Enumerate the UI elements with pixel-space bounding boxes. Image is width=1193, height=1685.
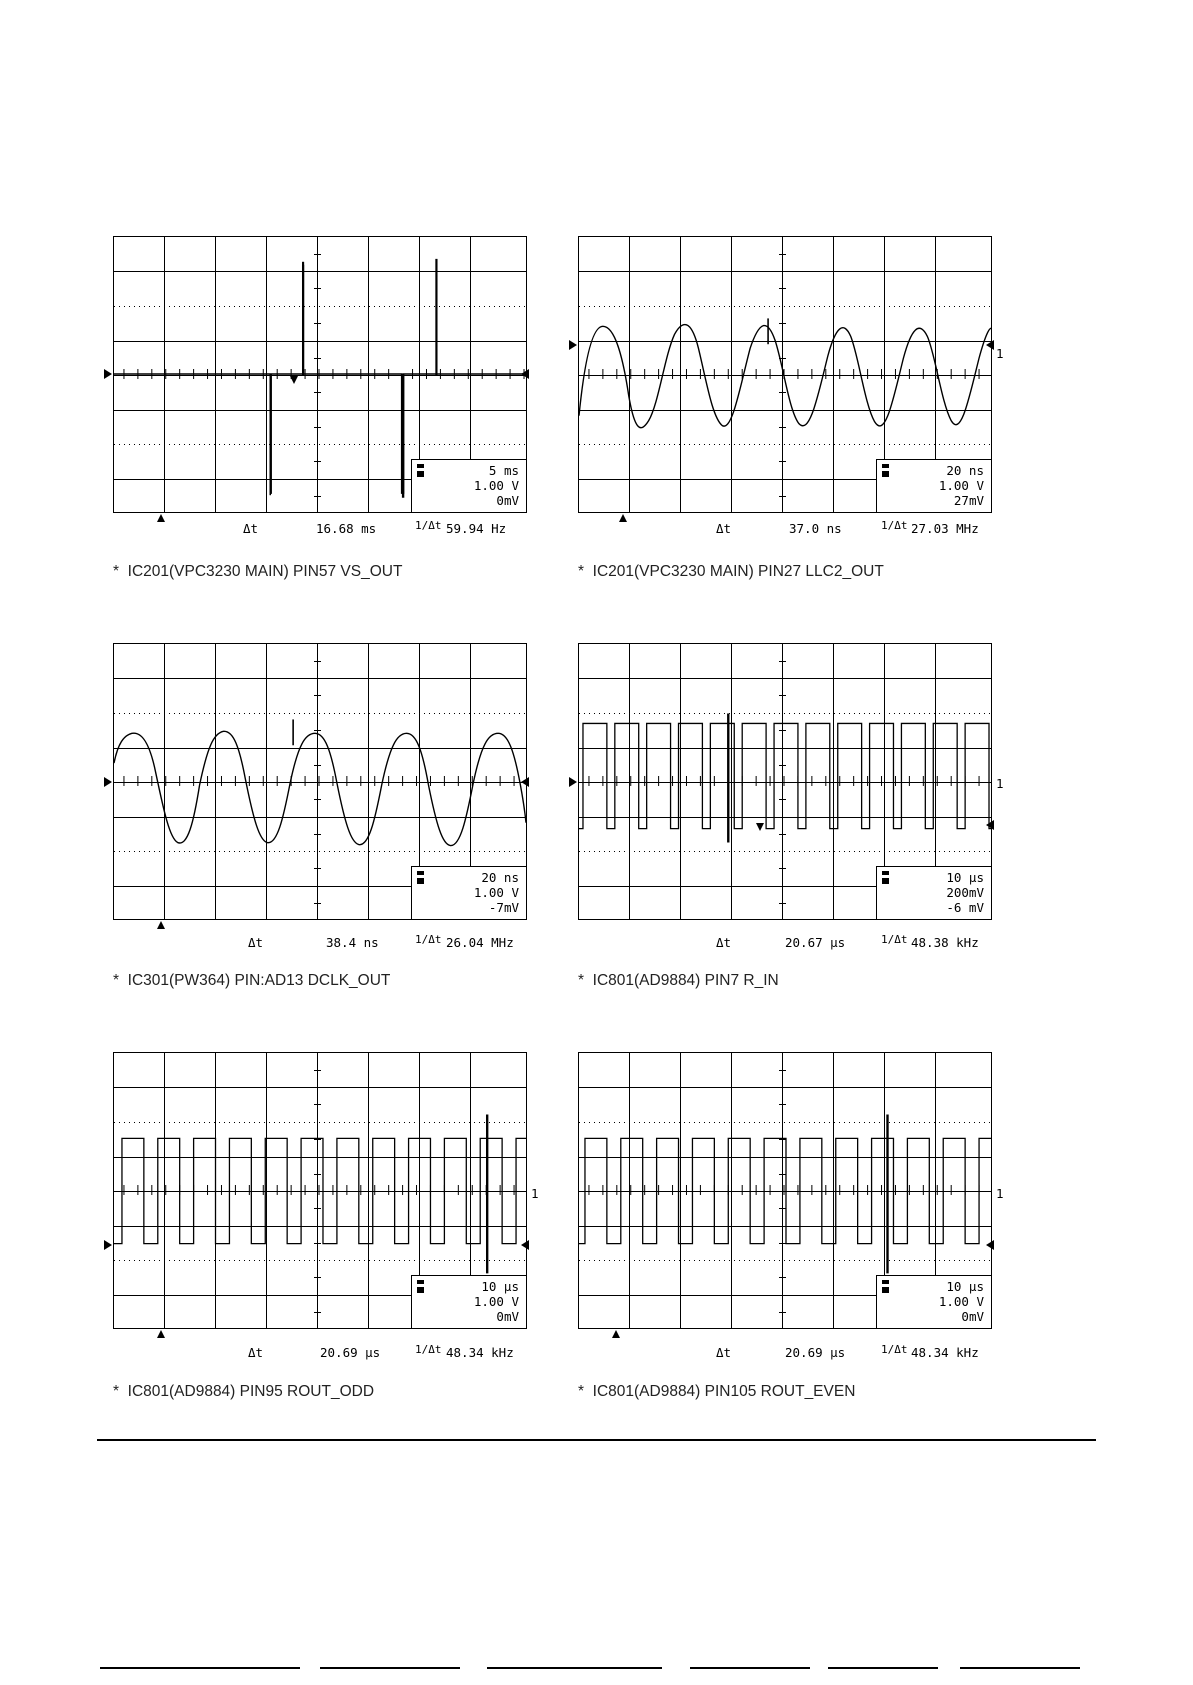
footer-mark	[100, 1667, 300, 1669]
ground-marker-right-icon	[521, 369, 529, 379]
readout-dt-value-1: 16.68 ms	[316, 521, 377, 536]
scope-panel-2	[578, 236, 1004, 513]
panel-caption-5: * IC801(AD9884) PIN95 ROUT_ODD	[113, 1383, 375, 1400]
volts-div-value: 1.00 V	[473, 885, 519, 900]
timebase-value: 5 ms	[488, 463, 519, 478]
volts-div-value: 1.00 V	[473, 1294, 519, 1309]
trigger-marker-icon	[157, 514, 165, 522]
offset-value: 0mV	[496, 1309, 519, 1324]
readout-dt-label-5: Δt	[248, 1345, 264, 1360]
ground-marker-left-icon	[104, 1240, 112, 1250]
scope-screen-6	[578, 1052, 992, 1329]
offset-value: 0mV	[496, 493, 519, 508]
readout-dt-value-6: 20.69 µs	[785, 1345, 846, 1360]
settings-box-6	[876, 1275, 992, 1329]
scope-screen-3	[113, 643, 527, 920]
readout-inv-value-3: 26.04 MHz	[446, 935, 514, 950]
readout-1: Δt	[243, 521, 259, 536]
readout-inv-label-1: 1/Δt	[415, 519, 442, 532]
readout-dt-label-2: Δt	[716, 521, 732, 536]
offset-value: -6 mV	[946, 900, 984, 915]
page-divider	[97, 1439, 1096, 1441]
ground-marker-right-icon	[986, 820, 994, 830]
readout-dt-value-2: 37.0 ns	[789, 521, 842, 536]
readout-inv-label-3: 1/Δt	[415, 933, 442, 946]
settings-box-2	[876, 459, 992, 513]
settings-box-4	[876, 866, 992, 920]
scope-screen-2	[578, 236, 992, 513]
footer-mark	[960, 1667, 1080, 1669]
ground-marker-right-icon	[986, 1240, 994, 1250]
timebase-value: 10 µs	[946, 1279, 984, 1294]
channel-label-4: 1	[996, 776, 1004, 791]
channel-marker-icon	[417, 464, 424, 477]
readout-inv-label-4: 1/Δt	[881, 933, 908, 946]
offset-value: 27mV	[953, 493, 984, 508]
scope-panel-5	[113, 1052, 539, 1329]
readout-inv-label-5: 1/Δt	[415, 1343, 442, 1356]
scope-panel-1	[113, 236, 527, 513]
readout-dt-label-6: Δt	[716, 1345, 732, 1360]
readout-inv-value-4: 48.38 kHz	[911, 935, 979, 950]
volts-div-value: 1.00 V	[473, 478, 519, 493]
scope-screen-5	[113, 1052, 527, 1329]
channel-marker-icon	[882, 1280, 889, 1293]
scope-panel-3	[113, 643, 527, 920]
settings-box-5	[411, 1275, 527, 1329]
channel-marker-icon	[417, 1280, 424, 1293]
footer-mark	[487, 1667, 662, 1669]
readout-dt-value-4: 20.67 µs	[785, 935, 846, 950]
scope-panel-4	[578, 643, 1004, 920]
readout-inv-value-2: 27.03 MHz	[911, 521, 979, 536]
timebase-value: 10 µs	[481, 1279, 519, 1294]
readout-inv-value-1: 59.94 Hz	[446, 521, 507, 536]
panel-caption-2: * IC201(VPC3230 MAIN) PIN27 LLC2_OUT	[578, 563, 884, 580]
panel-caption-6: * IC801(AD9884) PIN105 ROUT_EVEN	[578, 1383, 856, 1400]
footer-mark	[320, 1667, 460, 1669]
ground-marker-left-icon	[569, 340, 577, 350]
ground-marker-right-icon	[521, 777, 529, 787]
footer-mark	[828, 1667, 938, 1669]
footer-mark	[690, 1667, 810, 1669]
channel-label-6: 1	[996, 1186, 1004, 1201]
ground-marker-left-icon	[104, 777, 112, 787]
channel-label-2: 1	[996, 346, 1004, 361]
scope-panel-6	[578, 1052, 1004, 1329]
cursor-marker-icon	[290, 376, 298, 384]
volts-div-value: 1.00 V	[938, 1294, 984, 1309]
readout-dt-label-4: Δt	[716, 935, 732, 950]
panel-caption-4: * IC801(AD9884) PIN7 R_IN	[578, 972, 779, 989]
readout-inv-label-2: 1/Δt	[881, 519, 908, 532]
readout-dt-value-3: 38.4 ns	[326, 935, 379, 950]
readout-dt-label-3: Δt	[248, 935, 264, 950]
trigger-marker-icon	[619, 514, 627, 522]
volts-div-value: 200mV	[946, 885, 984, 900]
trigger-marker-icon	[157, 921, 165, 929]
scope-screen-1	[113, 236, 527, 513]
channel-label-5: 1	[531, 1186, 539, 1201]
offset-value: -7mV	[488, 900, 519, 915]
timebase-value: 20 ns	[946, 463, 984, 478]
settings-box-3	[411, 866, 527, 920]
channel-marker-icon	[882, 464, 889, 477]
ground-marker-right-icon	[521, 1240, 529, 1250]
channel-marker-icon	[882, 871, 889, 884]
trigger-marker-icon	[157, 1330, 165, 1338]
readout-dt-value-5: 20.69 µs	[320, 1345, 381, 1360]
offset-value: 0mV	[961, 1309, 984, 1324]
ground-marker-left-icon	[569, 777, 577, 787]
readout-inv-value-6: 48.34 kHz	[911, 1345, 979, 1360]
timebase-value: 10 µs	[946, 870, 984, 885]
panel-caption-3: * IC301(PW364) PIN:AD13 DCLK_OUT	[113, 972, 391, 989]
volts-div-value: 1.00 V	[938, 478, 984, 493]
timebase-value: 20 ns	[481, 870, 519, 885]
ground-marker-left-icon	[104, 369, 112, 379]
settings-box-1	[411, 459, 527, 513]
trigger-marker-icon	[612, 1330, 620, 1338]
readout-inv-label-6: 1/Δt	[881, 1343, 908, 1356]
panel-caption-1: * IC201(VPC3230 MAIN) PIN57 VS_OUT	[113, 563, 403, 580]
cursor-marker-icon	[756, 823, 764, 831]
readout-inv-value-5: 48.34 kHz	[446, 1345, 514, 1360]
ground-marker-right-icon	[986, 340, 994, 350]
channel-marker-icon	[417, 871, 424, 884]
scope-screen-4	[578, 643, 992, 920]
